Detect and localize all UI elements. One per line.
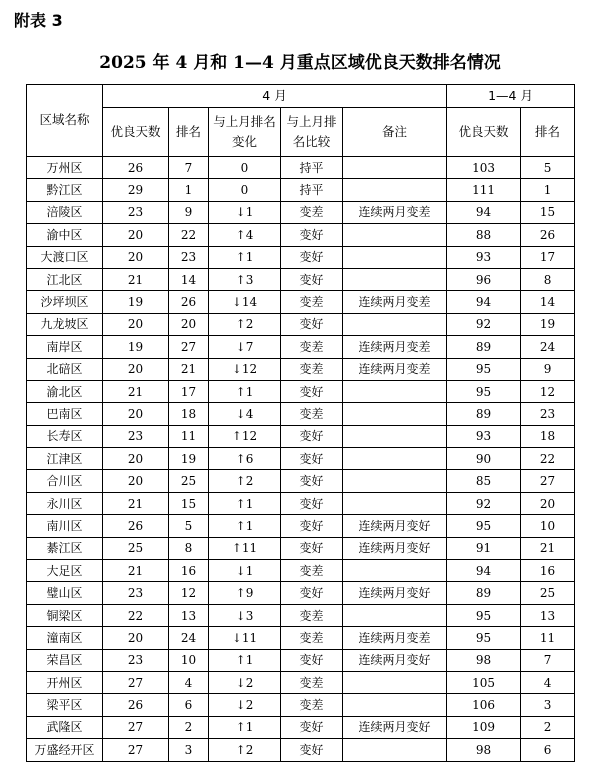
table-row [27,627,575,649]
region-cell: 梁平区 [27,694,103,716]
table-row [27,716,575,738]
good-days-cell: 26 [103,515,169,537]
compare-cell: 变差 [281,694,343,716]
note-cell [343,694,447,716]
rank-change-cell: ↓3 [209,604,281,626]
good-days-cum-cell: 92 [447,313,521,335]
good-days-cum-cell: 103 [447,157,521,179]
rank-cum-cell: 2 [521,716,575,738]
compare-cell: 变好 [281,716,343,738]
good-days-cum-cell: 85 [447,470,521,492]
rank-change-cell: ↑2 [209,313,281,335]
table-row [27,157,575,179]
rank-change-cell: ↓4 [209,403,281,425]
table-row [27,515,575,537]
note-cell [343,403,447,425]
good-days-cell: 22 [103,604,169,626]
compare-cell: 变差 [281,403,343,425]
good-days-cell: 21 [103,560,169,582]
good-days-cell: 20 [103,470,169,492]
good-days-cum-cell: 89 [447,582,521,604]
good-days-cum-cell: 98 [447,649,521,671]
note-cell: 连续两月变差 [343,627,447,649]
region-cell: 长寿区 [27,425,103,447]
rank-cum-cell: 23 [521,403,575,425]
compare-cell: 变好 [281,492,343,514]
rank-change-cell: ↓1 [209,201,281,223]
good-days-cell: 29 [103,179,169,201]
rank-cell: 20 [169,313,209,335]
rank-cell: 9 [169,201,209,223]
rank-cum-cell: 11 [521,627,575,649]
header-rank: 排名 [169,108,209,157]
header-note: 备注 [343,108,447,157]
region-cell: 南川区 [27,515,103,537]
note-cell: 连续两月变差 [343,201,447,223]
good-days-cell: 23 [103,201,169,223]
table-row [27,671,575,693]
rank-cell: 6 [169,694,209,716]
rank-change-cell: ↓1 [209,560,281,582]
note-cell [343,739,447,761]
note-cell: 连续两月变好 [343,649,447,671]
region-cell: 江北区 [27,268,103,290]
rank-change-cell: ↑12 [209,425,281,447]
table-row [27,358,575,380]
good-days-cell: 27 [103,716,169,738]
rank-cell: 1 [169,179,209,201]
good-days-cum-cell: 95 [447,604,521,626]
rank-change-cell: ↓14 [209,291,281,313]
rank-cum-cell: 5 [521,157,575,179]
rank-change-cell: ↑9 [209,582,281,604]
compare-cell: 变差 [281,671,343,693]
table-row [27,224,575,246]
appendix-label: 附表 3 [14,11,63,30]
rank-change-cell: ↓7 [209,336,281,358]
rank-cell: 11 [169,425,209,447]
rank-cell: 24 [169,627,209,649]
note-cell: 连续两月变好 [343,582,447,604]
rank-cell: 2 [169,716,209,738]
rank-change-cell: ↓2 [209,694,281,716]
header-rank-change: 与上月排名变化 [209,108,281,157]
note-cell [343,313,447,335]
rank-cell: 12 [169,582,209,604]
good-days-cell: 20 [103,358,169,380]
rank-change-cell: ↓12 [209,358,281,380]
region-cell: 万州区 [27,157,103,179]
note-cell [343,246,447,268]
compare-cell: 变好 [281,380,343,402]
table-row [27,313,575,335]
good-days-cell: 23 [103,425,169,447]
rank-cum-cell: 14 [521,291,575,313]
rank-cell: 18 [169,403,209,425]
compare-cell: 变好 [281,313,343,335]
good-days-cell: 21 [103,380,169,402]
good-days-cum-cell: 95 [447,380,521,402]
rank-cell: 7 [169,157,209,179]
rank-cell: 4 [169,671,209,693]
rank-cell: 8 [169,537,209,559]
rank-change-cell: ↑1 [209,492,281,514]
rank-cell: 25 [169,470,209,492]
good-days-cum-cell: 88 [447,224,521,246]
note-cell [343,425,447,447]
rank-cum-cell: 9 [521,358,575,380]
compare-cell: 变好 [281,649,343,671]
rank-cell: 13 [169,604,209,626]
good-days-cum-cell: 89 [447,403,521,425]
good-days-cum-cell: 111 [447,179,521,201]
good-days-cum-cell: 94 [447,560,521,582]
table-row [27,246,575,268]
region-cell: 江津区 [27,448,103,470]
good-days-cum-cell: 105 [447,671,521,693]
good-days-cum-cell: 92 [447,492,521,514]
region-cell: 南岸区 [27,336,103,358]
rank-change-cell: 0 [209,179,281,201]
note-cell: 连续两月变差 [343,336,447,358]
table-row [27,403,575,425]
rank-change-cell: ↑11 [209,537,281,559]
rank-cum-cell: 15 [521,201,575,223]
region-cell: 璧山区 [27,582,103,604]
rank-cell: 16 [169,560,209,582]
good-days-cell: 26 [103,157,169,179]
region-cell: 沙坪坝区 [27,291,103,313]
region-cell: 北碚区 [27,358,103,380]
note-cell [343,179,447,201]
table-row [27,425,575,447]
compare-cell: 变差 [281,358,343,380]
note-cell [343,604,447,626]
good-days-cell: 23 [103,582,169,604]
note-cell [343,157,447,179]
table-row [27,739,575,761]
compare-cell: 变好 [281,224,343,246]
rank-cell: 19 [169,448,209,470]
table-row [27,291,575,313]
rank-change-cell: ↑1 [209,649,281,671]
table-row [27,582,575,604]
header-rank-cum: 排名 [521,108,575,157]
region-cell: 渝中区 [27,224,103,246]
region-cell: 黔江区 [27,179,103,201]
table-title: 2025 年 4 月和 1—4 月重点区域优良天数排名情况 [99,53,501,73]
region-cell: 潼南区 [27,627,103,649]
good-days-cum-cell: 89 [447,336,521,358]
compare-cell: 变差 [281,291,343,313]
header-month-compare: 与上月排名比较 [281,108,343,157]
rank-change-cell: ↑6 [209,448,281,470]
region-cell: 开州区 [27,671,103,693]
good-days-cum-cell: 95 [447,358,521,380]
rank-cum-cell: 26 [521,224,575,246]
note-cell [343,380,447,402]
region-cell: 武隆区 [27,716,103,738]
rank-cum-cell: 20 [521,492,575,514]
table-row [27,560,575,582]
table-row [27,448,575,470]
region-cell: 大足区 [27,560,103,582]
good-days-cum-cell: 90 [447,448,521,470]
good-days-cum-cell: 95 [447,627,521,649]
rank-cum-cell: 1 [521,179,575,201]
rank-cum-cell: 17 [521,246,575,268]
compare-cell: 变好 [281,448,343,470]
region-cell: 大渡口区 [27,246,103,268]
header-good-days: 优良天数 [103,108,169,157]
region-cell: 涪陵区 [27,201,103,223]
good-days-cum-cell: 109 [447,716,521,738]
table-row [27,380,575,402]
rank-cell: 26 [169,291,209,313]
good-days-cell: 20 [103,224,169,246]
compare-cell: 变好 [281,739,343,761]
good-days-cell: 20 [103,627,169,649]
good-days-cell: 19 [103,291,169,313]
table-row [27,201,575,223]
region-cell: 荣昌区 [27,649,103,671]
compare-cell: 变差 [281,336,343,358]
rank-change-cell: ↑2 [209,470,281,492]
rank-cell: 22 [169,224,209,246]
rank-cum-cell: 3 [521,694,575,716]
compare-cell: 变好 [281,268,343,290]
rank-cell: 21 [169,358,209,380]
rank-cell: 17 [169,380,209,402]
ranking-table [26,84,575,762]
note-cell: 连续两月变好 [343,716,447,738]
rank-cum-cell: 16 [521,560,575,582]
table-row [27,492,575,514]
table-row [27,537,575,559]
rank-cell: 14 [169,268,209,290]
good-days-cum-cell: 94 [447,201,521,223]
rank-change-cell: ↑1 [209,380,281,402]
good-days-cum-cell: 93 [447,246,521,268]
rank-change-cell: ↑1 [209,246,281,268]
rank-change-cell: 0 [209,157,281,179]
rank-cum-cell: 25 [521,582,575,604]
note-cell [343,492,447,514]
rank-change-cell: ↑3 [209,268,281,290]
rank-cum-cell: 8 [521,268,575,290]
rank-cell: 3 [169,739,209,761]
good-days-cell: 23 [103,649,169,671]
rank-cell: 15 [169,492,209,514]
region-cell: 巴南区 [27,403,103,425]
table-row [27,649,575,671]
compare-cell: 持平 [281,157,343,179]
good-days-cum-cell: 94 [447,291,521,313]
good-days-cell: 20 [103,246,169,268]
rank-cum-cell: 7 [521,649,575,671]
rank-change-cell: ↓2 [209,671,281,693]
good-days-cum-cell: 91 [447,537,521,559]
good-days-cum-cell: 93 [447,425,521,447]
compare-cell: 变好 [281,246,343,268]
compare-cell: 变差 [281,560,343,582]
table-row [27,470,575,492]
note-cell [343,560,447,582]
note-cell: 连续两月变好 [343,537,447,559]
region-cell: 铜梁区 [27,604,103,626]
compare-cell: 变差 [281,201,343,223]
good-days-cum-cell: 106 [447,694,521,716]
rank-cum-cell: 19 [521,313,575,335]
header-region: 区域名称 [27,85,103,157]
rank-change-cell: ↑1 [209,515,281,537]
note-cell [343,671,447,693]
header-jan-apr: 1—4 月 [447,85,575,108]
good-days-cell: 21 [103,268,169,290]
table-row [27,336,575,358]
rank-cell: 5 [169,515,209,537]
region-cell: 渝北区 [27,380,103,402]
good-days-cell: 20 [103,448,169,470]
note-cell [343,448,447,470]
good-days-cell: 21 [103,492,169,514]
region-cell: 綦江区 [27,537,103,559]
rank-cum-cell: 24 [521,336,575,358]
compare-cell: 变差 [281,604,343,626]
region-cell: 合川区 [27,470,103,492]
note-cell [343,224,447,246]
note-cell: 连续两月变差 [343,358,447,380]
rank-cum-cell: 13 [521,604,575,626]
good-days-cell: 26 [103,694,169,716]
header-april: 4 月 [103,85,447,108]
region-cell: 永川区 [27,492,103,514]
rank-change-cell: ↑1 [209,716,281,738]
table-row [27,268,575,290]
compare-cell: 持平 [281,179,343,201]
table-body [27,157,575,762]
good-days-cell: 20 [103,403,169,425]
region-cell: 万盛经开区 [27,739,103,761]
rank-change-cell: ↑4 [209,224,281,246]
good-days-cum-cell: 98 [447,739,521,761]
compare-cell: 变好 [281,470,343,492]
table-row [27,694,575,716]
table-row [27,179,575,201]
rank-cum-cell: 27 [521,470,575,492]
rank-change-cell: ↓11 [209,627,281,649]
rank-cum-cell: 4 [521,671,575,693]
rank-cell: 27 [169,336,209,358]
good-days-cell: 19 [103,336,169,358]
compare-cell: 变好 [281,425,343,447]
rank-cum-cell: 22 [521,448,575,470]
good-days-cum-cell: 95 [447,515,521,537]
rank-cell: 23 [169,246,209,268]
rank-cum-cell: 18 [521,425,575,447]
rank-change-cell: ↑2 [209,739,281,761]
compare-cell: 变好 [281,582,343,604]
rank-cum-cell: 6 [521,739,575,761]
rank-cum-cell: 10 [521,515,575,537]
compare-cell: 变好 [281,537,343,559]
table-row [27,604,575,626]
rank-cum-cell: 21 [521,537,575,559]
good-days-cum-cell: 96 [447,268,521,290]
note-cell: 连续两月变差 [343,291,447,313]
note-cell [343,268,447,290]
good-days-cell: 27 [103,739,169,761]
compare-cell: 变好 [281,515,343,537]
rank-cell: 10 [169,649,209,671]
good-days-cell: 20 [103,313,169,335]
good-days-cell: 25 [103,537,169,559]
compare-cell: 变差 [281,627,343,649]
header-good-days-cum: 优良天数 [447,108,521,157]
note-cell [343,470,447,492]
good-days-cell: 27 [103,671,169,693]
note-cell: 连续两月变好 [343,515,447,537]
region-cell: 九龙坡区 [27,313,103,335]
rank-cum-cell: 12 [521,380,575,402]
